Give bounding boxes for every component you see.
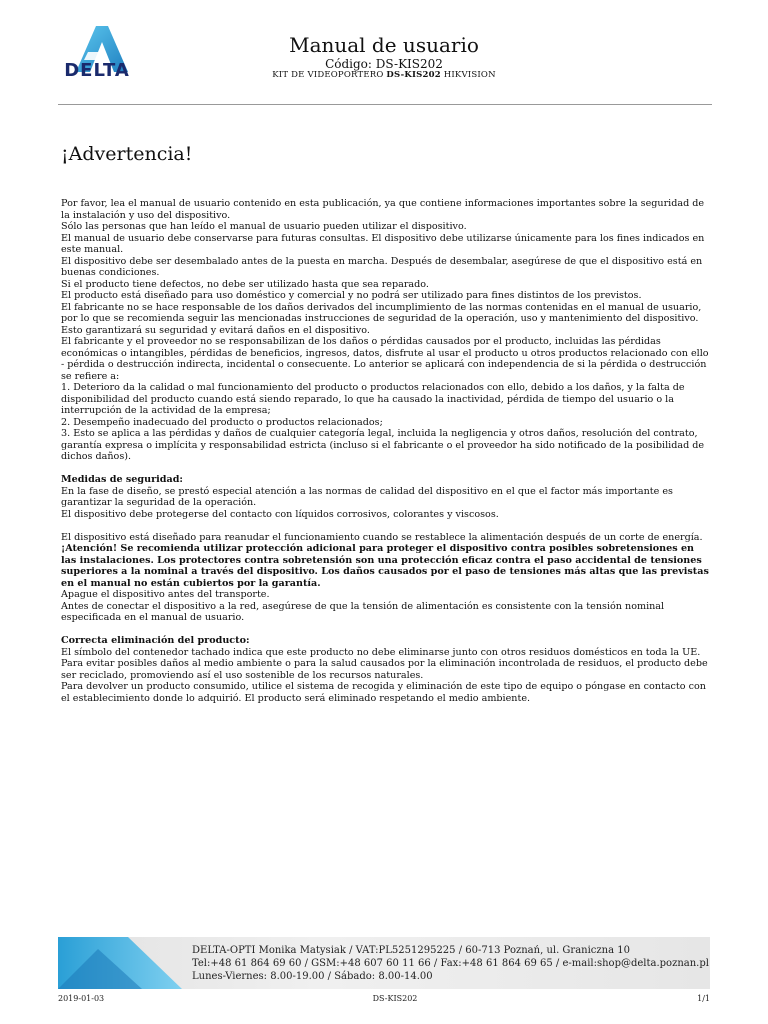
footer-contacts[interactable]: Tel:+48 61 864 69 60 / GSM:+48 607 60 11 66 / Fax:+48 61 864 69 65 / e-mail:shop@delta.poznan.pl [192, 958, 709, 969]
power-intro: El dispositivo está diseñado para reanudar el funcionamiento cuando se restablece la alimentación después de un corte de energía. [61, 531, 703, 543]
disposal-heading: Correcta eliminación del producto: [61, 635, 250, 646]
safety-heading: Medidas de seguridad: [61, 474, 183, 485]
disposal-line: El símbolo del contenedor tachado indica que este producto no debe eliminarse junto con otros residuos domésticos en toda la UE. [61, 646, 701, 658]
logo-text: DELTA [64, 60, 130, 81]
document-date: 2019-01-03 [58, 994, 105, 1003]
subtitle-brand: HIKVISION [440, 70, 496, 80]
safety-line: En la fase de diseño, se prestó especial atención a las normas de calidad del dispositivo en el que el factor más importante es garantizar la seguridad de la operación. [61, 485, 673, 508]
paragraph: Esto garantizará su seguridad y evitará daños en el dispositivo. [61, 324, 370, 336]
product-subtitle [0, 70, 768, 80]
page-title: Manual de usuario [289, 33, 479, 57]
paragraph: El producto está diseñado para uso doméstico y comercial y no podrá ser utilizado para fines distintos de los previstos. [61, 290, 642, 301]
paragraph: El fabricante y el proveedor no se responsabilizan de los daños o pérdidas causados por el producto, incluidas las pérdidas económicas o intangibles, pérdidas de beneficios, ingresos, datos, disfrute al usar el producto u otros productos relacionado con ello - pérdida o destrucción indirecta, incidental o consecuente. Lo anterior se aplicará con independencia de si la pérdida o destrucción se refiere a: [61, 336, 709, 382]
paragraph: El manual de usuario debe conservarse para futuras consultas. El dispositivo debe utilizarse únicamente para los fines indicados en este manual. [61, 232, 705, 255]
product-code: Código: DS-KIS202 [325, 57, 443, 71]
paragraph: Si el producto tiene defectos, no debe ser utilizado hasta que sea reparado. [61, 278, 429, 290]
page-number: 1/1 [697, 994, 710, 1003]
warning-title: ¡Advertencia! [61, 143, 193, 165]
footer-company: DELTA-OPTI Monika Matysiak / VAT:PL5251295225 / 60-713 Poznań, ul. Graniczna 10 [192, 945, 630, 956]
power-line: Antes de conectar el dispositivo a la red, asegúrese de que la tensión de alimentación es consistente con la tensión nominal especificada en el manual de usuario. [61, 600, 665, 623]
header-divider [58, 104, 712, 105]
footer-contact [58, 937, 710, 989]
disposal-line: Para devolver un producto consumido, utilice el sistema de recogida y eliminación de este tipo de equipo o póngase en contacto con el establecimiento donde lo adquirió. El producto será eliminado respetando el medio ambiente. [61, 681, 706, 704]
footer-decoration-icon [58, 937, 188, 989]
paragraph: El dispositivo debe ser desembalado antes de la puesta en marcha. Después de desembalar, asegúrese de que el dispositivo está en buenas condiciones. [61, 255, 703, 278]
disposal-line: Para evitar posibles daños al medio ambiente o para la salud causados por la eliminación incontrolada de residuos, el producto debe ser reciclado, promoviendo así el uso sostenible de los recursos naturales. [61, 658, 708, 681]
subtitle-pre: KIT DE VIDEOPORTERO [272, 70, 387, 80]
paragraph: 2. Desempeño inadecuado del producto o productos relacionados; [61, 416, 383, 428]
manual-body [61, 198, 709, 704]
attention-notice: ¡Atención! Se recomienda utilizar protección adicional para proteger el dispositivo contra posibles sobretensiones en las instalaciones. Los protectores contra sobretensión son una protección eficaz contra el paso accidental de tensiones superiores a la nominal a través del dispositivo. Los daños causados por el paso de tensiones más altas que las previstas en el manual no están cubiertos por la garantía. [61, 543, 709, 589]
paragraph: 3. Esto se aplica a las pérdidas y daños de cualquier categoría legal, incluida la negligencia y otros daños, resolución del contrato, garantía expresa o implícita y responsabilidad estricta (incluso si el fabricante o el proveedor ha sido notificado de la posibilidad de dichos daños). [61, 428, 705, 462]
subtitle-model: DS-KIS202 [386, 70, 441, 80]
power-line: Apague el dispositivo antes del transporte. [61, 589, 270, 600]
document-code: DS-KIS202 [372, 994, 418, 1003]
paragraph: 1. Deterioro da la calidad o mal funcionamiento del producto o productos relacionados con ello, debido a los daños, y la falta de disponibilidad del producto cuando está siendo reparado, lo que ha causado la inactividad, pérdida de tiempo del usuario o la interrupción de la actividad de la empresa; [61, 382, 685, 416]
safety-line: El dispositivo debe protegerse del contacto con líquidos corrosivos, colorantes y viscosos. [61, 508, 499, 520]
paragraph: Por favor, lea el manual de usuario contenido en esta publicación, ya que contiene informaciones importantes sobre la seguridad de la instalación y uso del dispositivo. [61, 198, 705, 221]
paragraph: Sólo las personas que han leído el manual de usuario pueden utilizar el dispositivo. [61, 221, 467, 232]
paragraph: El fabricante no se hace responsable de los daños derivados del incumplimiento de las normas contenidas en el manual de usuario, por lo que se recomienda seguir las mencionadas instrucciones de seguridad de la operación, uso y mantenimiento del dispositivo. [61, 301, 702, 324]
footer-hours: Lunes-Viernes: 8.00-19.00 / Sábado: 8.00-14.00 [192, 971, 433, 982]
